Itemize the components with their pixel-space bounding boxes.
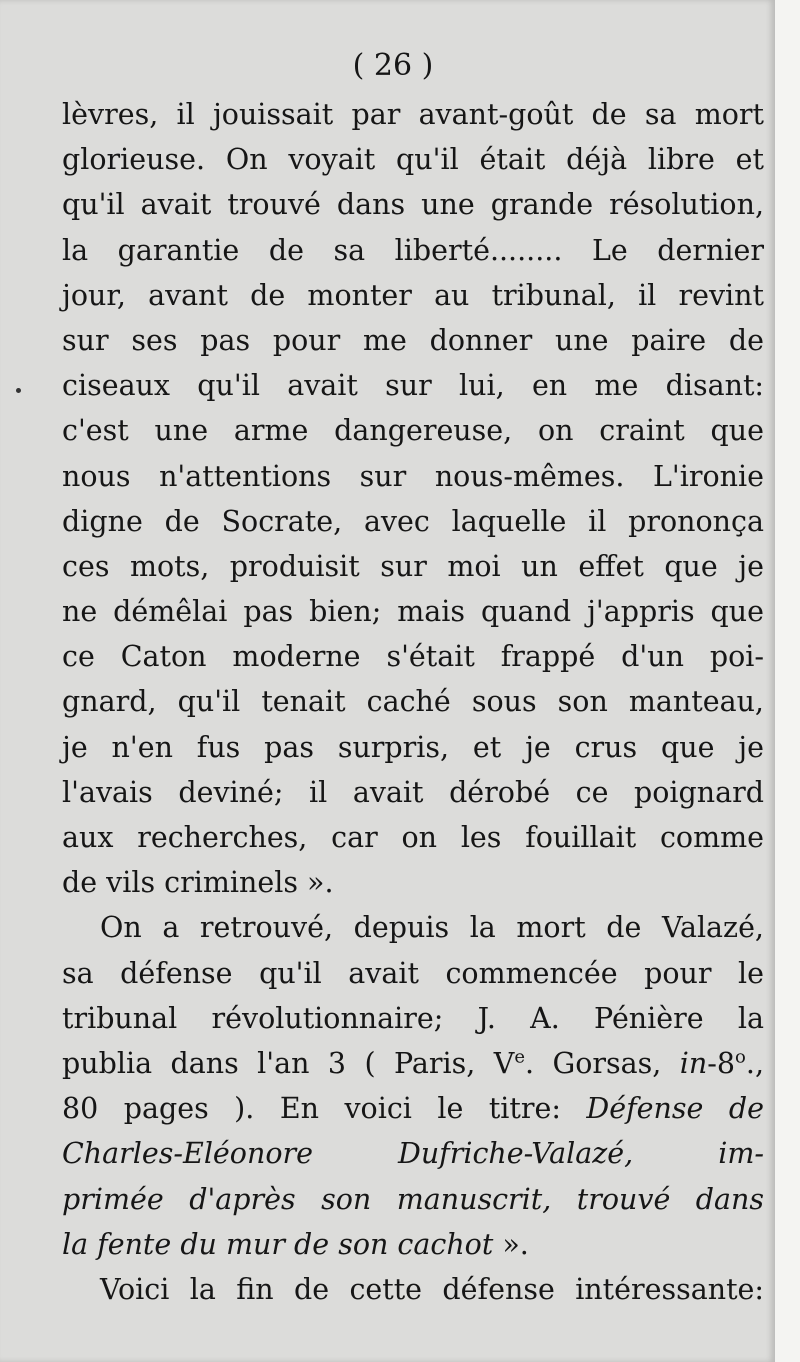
text-run: . Gorsas,	[525, 1046, 680, 1080]
text-run: -8	[707, 1046, 736, 1080]
text-line	[62, 1222, 764, 1267]
text-line	[62, 1041, 764, 1086]
text-line	[62, 1086, 764, 1131]
text-line: de vils criminels ».	[62, 866, 334, 900]
italic-line: Charles-Eléonore Dufriche-Valazé, im-	[62, 1137, 764, 1171]
italic-line: primée d'après son manuscrit, trouvé dans	[62, 1182, 764, 1216]
text-line: sur ses pas pour me donner une paire de	[62, 323, 764, 357]
text-line: ciseaux qu'il avait sur lui, en me disant:	[62, 369, 764, 403]
superscript: o	[735, 1046, 746, 1068]
text-line: la garantie de sa liberté........ Le dernier	[62, 233, 764, 267]
text-run: .,	[745, 1046, 765, 1080]
superscript: e	[514, 1046, 525, 1068]
text-line: c'est une arme dangereuse, on craint que	[62, 414, 764, 448]
text-line: qu'il avait trouvé dans une grande résolution,	[62, 188, 764, 222]
text-block	[62, 40, 764, 1312]
text-line: ce Caton moderne s'était frappé d'un poi-	[62, 640, 764, 674]
text-line: jour, avant de monter au tribunal, il revint	[62, 278, 764, 312]
text-line: l'avais deviné; il avait dérobé ce poignard	[62, 775, 764, 809]
italic-run: in	[679, 1046, 708, 1080]
page-edge	[775, 0, 800, 1362]
italic-run: la fente du mur de son cachot	[62, 1227, 494, 1261]
text-line: gnard, qu'il tenait caché sous son manteau,	[62, 685, 764, 719]
text-line: tribunal révolutionnaire; J. A. Pénière la	[62, 1001, 764, 1035]
text-line: je n'en fus pas surpris, et je crus que je	[62, 730, 764, 764]
paragraph-start-line: Voici la fin de cette défense intéressante:	[100, 1272, 764, 1306]
text-run: ».	[493, 1227, 529, 1261]
paragraph-start-line: On a retrouvé, depuis la mort de Valazé,	[100, 911, 764, 945]
text-run: 80 pages ). En voici le titre:	[62, 1092, 587, 1126]
text-run: publia dans l'an 3 ( Paris, V	[62, 1046, 515, 1080]
text-line: aux recherches, car on les fouillait comme	[62, 821, 764, 854]
page-number: ( 26 )	[352, 48, 434, 83]
italic-run: Défense de	[586, 1092, 764, 1126]
text-line: glorieuse. On voyait qu'il était déjà libre et	[62, 143, 764, 177]
text-line: ne démêlai pas bien; mais quand j'appris que	[62, 595, 764, 629]
text-line: lèvres, il jouissait par avant-goût de sa mort	[62, 98, 764, 131]
margin-mark	[16, 388, 21, 393]
text-line: sa défense qu'il avait commencée pour le	[62, 956, 764, 990]
text-line: digne de Socrate, avec laquelle il prononça	[62, 504, 764, 538]
text-line: ces mots, produisit sur moi un effet que je	[62, 549, 764, 583]
text-line: nous n'attentions sur nous-mêmes. L'ironie	[62, 459, 764, 493]
